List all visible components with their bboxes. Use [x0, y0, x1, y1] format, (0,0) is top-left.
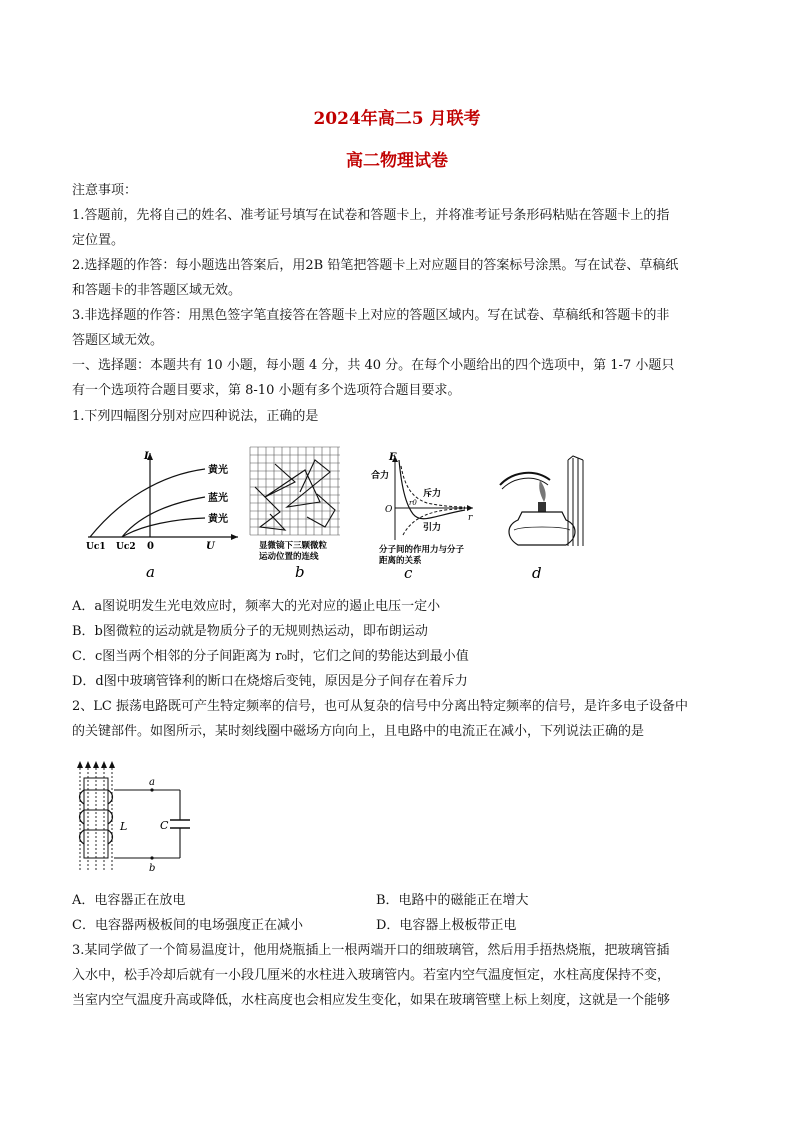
fig-b-caption-line-2: 运动位置的连线 — [259, 552, 319, 562]
fig-c-caption: c — [404, 564, 413, 582]
circuit-node-a-label: a — [149, 777, 155, 788]
fig-a-xlabel: U — [206, 541, 215, 552]
question-2-option-a: A．电容器正在放电 — [72, 893, 186, 908]
fig-a-curve-1-label: 黄光 — [208, 465, 228, 476]
fig-a-uc2-label: Uc2 — [116, 542, 136, 552]
notice-item-2-line-2: 和答题卡的非答题区域无效。 — [72, 283, 242, 298]
fig-a-ylabel: I — [144, 451, 149, 462]
circuit-inductor-label: L — [120, 820, 128, 833]
question-2-option-d: D．电容器上极板带正电 — [376, 918, 517, 933]
lc-circuit-diagram — [68, 758, 198, 878]
fig-a-caption: a — [146, 563, 155, 581]
fig-c-r0-label: r0 — [409, 499, 417, 507]
fig-a-uc1-label: Uc1 — [86, 542, 106, 552]
fig-c-caption-line-1: 分子间的作用力与分子 — [379, 545, 465, 555]
fig-a-curve-3-label: 黄光 — [208, 514, 228, 525]
fig-c-r-label: r — [468, 513, 473, 523]
fig-a-curve-2-label: 蓝光 — [208, 493, 228, 504]
notice-item-3-line-2: 答题区域无效。 — [72, 333, 164, 348]
question-2-stem-line-1: 2、LC 振荡电路既可产生特定频率的信号，也可从复杂的信号中分离出特定频率的信号，是许多电子设备中 — [72, 699, 688, 714]
question-3-line-1: 3.某同学做了一个简易温度计，他用烧瓶插上一根两端开口的细玻璃管，然后用手捂热烧瓶，把玻璃管插 — [72, 943, 670, 958]
question-1-option-a: A．a图说明发生光电效应时，频率大的光对应的遏止电压一定小 — [72, 599, 441, 614]
exam-title: 2024年高二5 月联考 — [313, 109, 481, 129]
question-2-option-b: B．电路中的磁能正在增大 — [376, 893, 529, 908]
fig-c-ylabel: F — [389, 452, 397, 463]
notice-heading: 注意事项： — [72, 183, 138, 198]
fig-c-resultant-label: 合力 — [371, 471, 390, 481]
question-1-option-b: B．b图微粒的运动就是物质分子的无规则热运动，即布朗运动 — [72, 624, 428, 639]
subject-title: 高二物理试卷 — [346, 151, 448, 171]
section-intro-line-2: 有一个选项符合题目要求，第 8-10 小题有多个选项符合题目要求。 — [72, 383, 461, 398]
notice-item-1-line-1: 1.答题前，先将自己的姓名、准考证号填写在试卷和答题卡上，并将准考证号条形码粘贴在答题卡上的指 — [72, 208, 670, 223]
question-3-line-2: 入水中，松手冷却后就有一小段几厘米的水柱进入玻璃管内。若室内空气温度恒定，水柱高度保持不变， — [72, 968, 671, 983]
figure-d-glass-tube — [492, 450, 597, 585]
fig-b-caption: b — [295, 563, 305, 581]
notice-item-3-line-1: 3.非选择题的作答：用黑色签字笔直接答在答题卡上对应的答题区域内。写在试卷、草稿纸和答题卡的非 — [72, 308, 670, 323]
figure-b-brownian-motion — [245, 442, 350, 585]
circuit-node-b-label: b — [149, 863, 156, 874]
section-intro-line-1: 一、选择题：本题共有 10 小题，每小题 4 分，共 40 分。在每个小题给出的四个选项中，第 1-7 小题只 — [72, 358, 675, 373]
fig-c-repulsion-label: 斥力 — [423, 489, 442, 499]
question-1-option-c: C．c图当两个相邻的分子间距离为 r₀时，它们之间的势能达到最小值 — [72, 649, 469, 664]
notice-item-1-line-2: 定位置。 — [72, 233, 125, 248]
question-2-stem-line-2: 的关键部件。如图所示，某时刻线圈中磁场方向向上，且电路中的电流正在减小，下列说法正确的是 — [72, 724, 645, 739]
question-1-stem: 1.下列四幅图分别对应四种说法，正确的是 — [72, 409, 319, 424]
fig-c-attraction-label: 引力 — [423, 523, 442, 533]
question-2-option-c: C．电容器两极板间的电场强度正在减小 — [72, 918, 303, 933]
circuit-capacitor-label: C — [160, 819, 169, 832]
fig-d-caption: d — [532, 564, 542, 582]
fig-a-origin-label: 0 — [147, 541, 154, 552]
figure-c-molecular-force — [365, 450, 480, 585]
fig-c-caption-line-2: 距离的关系 — [379, 556, 422, 566]
question-1-option-d: D．d图中玻璃管锋利的断口在烧熔后变钝，原因是分子间存在着斥力 — [72, 674, 468, 689]
figure-a-photoelectric-graph — [80, 445, 245, 585]
fig-c-origin-label: O — [385, 505, 393, 515]
fig-b-caption-line-1: 显微镜下三颗微粒 — [259, 541, 328, 551]
question-3-line-3: 当室内空气温度升高或降低，水柱高度也会相应发生变化，如果在玻璃管壁上标上刻度，这就是一个能够 — [72, 993, 671, 1008]
notice-item-2-line-1: 2.选择题的作答：每小题选出答案后，用2B 铅笔把答题卡上对应题目的答案标号涂黑。写在试卷、草稿纸 — [72, 258, 679, 273]
